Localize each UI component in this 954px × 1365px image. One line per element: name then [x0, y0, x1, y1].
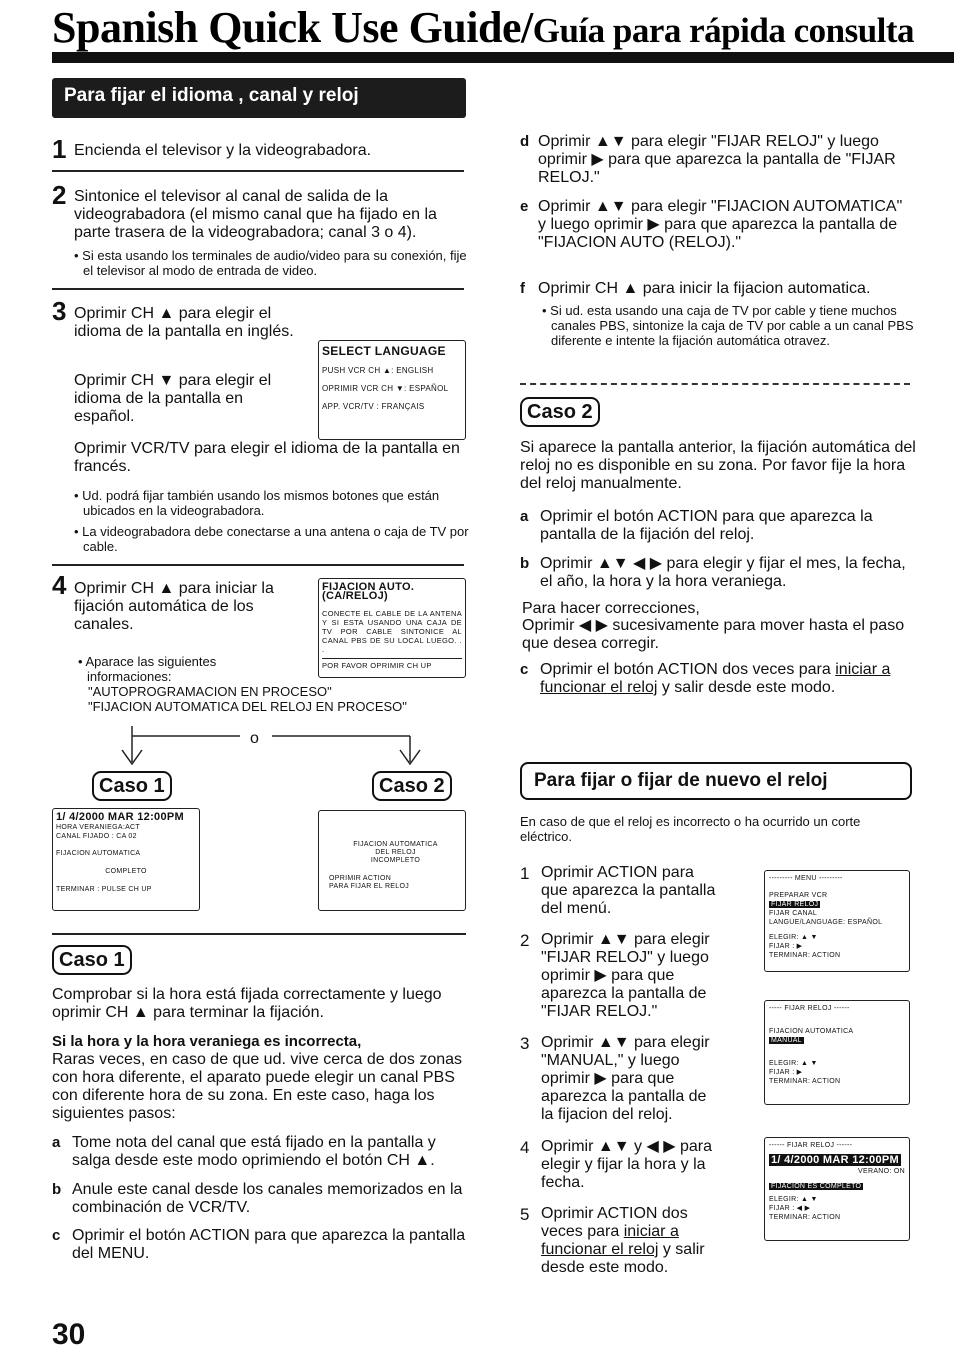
step-text: Oprimir CH ▲ para elegir el idioma de la pantalla en inglés.: [74, 305, 294, 340]
step-text: Oprimir ▲▼ para elegir "FIJAR RELOJ" y luego oprimir ▶ para que aparezca la pantalla de "FIJAR RELOJ.": [538, 133, 896, 186]
step-text: Oprimir ▲▼ para elegir "FIJACION AUTOMATICA" y luego oprimir ▶ para que aparezca la pantalla de "FIJACION AUTO (RELOJ).": [538, 198, 903, 251]
divider: [52, 564, 464, 566]
screen-menu: --------- MENU --------- PREPARAR VCR FIJAR RELOJ FIJAR CANAL LANGUE/LANGUAGE: ESPAÑOL ELEGIR: ▲ ▼ FIJAR : ▶ TERMINAR: ACTION: [764, 870, 910, 972]
step-text: Oprimir el botón ACTION dos veces para iniciar a funcionar el reloj y salir desde este modo.: [540, 661, 891, 696]
step-letter: b: [52, 1181, 62, 1198]
step-number: 3: [520, 1034, 530, 1053]
step-text: Sintonice el televisor al canal de salida de la videograbadora (el mismo canal que ha fijado en la parte trasera de la videograbadora; canal 3 o 4).: [74, 188, 437, 241]
step-letter: e: [520, 198, 529, 215]
caso-2-text: Si aparece la pantalla anterior, la fijación automática del reloj no es disponible en su zona. Por favor fije la hora del reloj manualmente.: [520, 439, 916, 492]
quote-text: "AUTOPROGRAMACION EN PROCESO": [88, 684, 332, 699]
step-letter: a: [52, 1134, 61, 1151]
dashed-divider: [520, 383, 910, 385]
step-text: Encienda el televisor y la videograbadora.: [74, 142, 372, 159]
caso-2-label: Caso 2: [372, 771, 452, 801]
step-number: 2: [520, 931, 530, 950]
step-text: Anule este canal desde los canales memorizados en la combinación de VCR/TV.: [72, 1181, 463, 1216]
step-number: 1: [520, 864, 530, 883]
step-text: Oprimir ACTION para que aparezca la pantalla del menú.: [541, 864, 716, 917]
section-bar: Para fijar el idioma , canal y reloj: [52, 78, 466, 118]
divider: [52, 288, 464, 290]
screen-fijacion-auto: FIJACION AUTO. (CA/RELOJ) CONECTE EL CABLE DE LA ANTENA Y SI ESTA USANDO UNA CAJA DE TV POR CABLE SINTONICE AL CANAL PBS DE SU LOCAL LUEGO. . . POR FAVOR OPRIMIR CH UP: [318, 578, 466, 678]
step-text: Oprimir ▲▼ y ◀ ▶ para elegir y fijar la hora y la fecha.: [541, 1138, 712, 1191]
step-letter: c: [52, 1227, 61, 1244]
body-text: Oprimir ◀ ▶ sucesivamente para mover hasta el paso que desea corregir.: [522, 617, 905, 652]
step-number: 2: [52, 180, 67, 210]
step-letter: f: [520, 280, 525, 297]
step-number: 4: [520, 1138, 530, 1157]
step-text: Oprimir el botón ACTION para que aparezca la pantalla del MENU.: [72, 1227, 466, 1262]
screen-caso-2: FIJACION AUTOMATICA DEL RELOJ INCOMPLETO OPRIMIR ACTION PARA FIJAR EL RELOJ: [318, 810, 466, 911]
page-title: Spanish Quick Use Guide/Guía para rápida consulta: [52, 3, 915, 52]
quote-text: "FIJACION AUTOMATICA DEL RELOJ EN PROCESO": [88, 699, 407, 714]
screen-clock-set: ------ FIJAR RELOJ ------ 1/ 4/2000 MAR 12:00PM VERANO: ON FIJACION ES COMPLETO ELEGIR: ▲ ▼ FIJAR : ◀ ▶ TERMINAR: ACTION: [764, 1137, 910, 1241]
step-number: 1: [52, 134, 67, 164]
note: • Aparace las siguientes informaciones:: [78, 654, 217, 684]
divider: [52, 170, 464, 172]
step-number: 5: [520, 1205, 530, 1224]
step-text: Oprimir ACTION dos veces para iniciar a funcionar el reloj y salir desde este modo.: [541, 1205, 705, 1276]
divider: [52, 933, 466, 935]
step-letter: c: [520, 661, 529, 678]
note: • La videograbadora debe conectarse a una antena o caja de TV por cable.: [74, 524, 469, 554]
step-text: Oprimir VCR/TV para elegir el idioma de la pantalla en francés.: [74, 440, 460, 475]
step-letter: b: [520, 555, 530, 572]
step-text: Oprimir ▲▼ para elegir "FIJAR RELOJ" y luego oprimir ▶ para que aparezca la pantalla de "FIJAR RELOJ.": [541, 931, 710, 1020]
step-number: 4: [52, 570, 67, 600]
intro-text: En caso de que el reloj es incorrecto o ha ocurrido un corte eléctrico.: [520, 814, 861, 844]
screen-select-language: SELECT LANGUAGE PUSH VCR CH ▲: ENGLISH OPRIMIR VCR CH ▼: ESPAÑOL APP. VCR/TV : FRANÇAIS: [318, 340, 466, 440]
step-text: Oprimir ▲▼ para elegir "MANUAL," y luego oprimir ▶ para que aparezca la pantalla de la fijacion del reloj.: [541, 1034, 710, 1123]
step-text: Oprimir CH ▼ para elegir el idioma de la pantalla en español.: [74, 372, 272, 425]
branch-arrows-diagram: [100, 722, 440, 770]
step-text: Oprimir el botón ACTION para que aparezca la pantalla de la fijación del reloj.: [540, 508, 873, 543]
reloj-section-title: Para fijar o fijar de nuevo el reloj: [520, 762, 912, 800]
step-text: Oprimir ▲▼ ◀ ▶ para elegir y fijar el mes, la fecha, el año, la hora y la hora veraniega.: [540, 555, 906, 590]
step-text: Oprimir CH ▲ para inicir la fijacion automatica.: [538, 280, 871, 297]
note: • Ud. podrá fijar también usando los mismos botones que están ubicados en la videograbadora.: [74, 488, 440, 518]
body-text: Para hacer correcciones,: [522, 600, 700, 617]
bold-heading: Si la hora y la hora veraniega es incorrecta,: [52, 1033, 362, 1050]
step-letter: a: [520, 508, 529, 525]
screen-caso-1: 1/ 4/2000 MAR 12:00PM HORA VERANIEGA:ACT CANAL FIJADO : CA 02 FIJACION AUTOMATICA COMPLETO TERMINAR : PULSE CH UP: [52, 808, 200, 911]
note: • Si esta usando los terminales de audio/video para su conexión, fije el televisor al modo de entrada de video.: [74, 248, 467, 278]
step-text: Tome nota del canal que está fijado en la pantalla y salga desde este modo oprimiendo el botón CH ▲.: [72, 1134, 436, 1169]
page-number: 30: [52, 1318, 86, 1351]
step-number: 3: [52, 296, 67, 326]
title-rule: [52, 52, 954, 63]
caso-1-heading: Caso 1: [52, 945, 132, 975]
body-text: Raras veces, en caso de que ud. vive cerca de dos zonas con hora diferente, el aparato puede elegir un canal PBS con diferente hora de su zona. En este caso, haga los siguientes pasos:: [52, 1051, 463, 1122]
caso-1-text: Comprobar si la hora está fijada correctamente y luego oprimir CH ▲ para terminar la fijación.: [52, 986, 442, 1021]
step-letter: d: [520, 133, 530, 150]
or-label: o: [250, 730, 259, 747]
note: • Si ud. esta usando una caja de TV por cable y tiene muchos canales PBS, sintonize la caja de TV por cable a un canal PBS diferente e intente la fijación automática otravez.: [542, 303, 914, 348]
caso-2-heading: Caso 2: [520, 397, 600, 427]
screen-fijar-reloj: ----- FIJAR RELOJ ------ FIJACION AUTOMATICA MANUAL ELEGIR: ▲ ▼ FIJAR : ▶ TERMINAR: ACTION: [764, 1000, 910, 1105]
caso-1-label: Caso 1: [92, 771, 172, 801]
step-text: Oprimir CH ▲ para iniciar la fijación automática de los canales.: [74, 580, 274, 633]
